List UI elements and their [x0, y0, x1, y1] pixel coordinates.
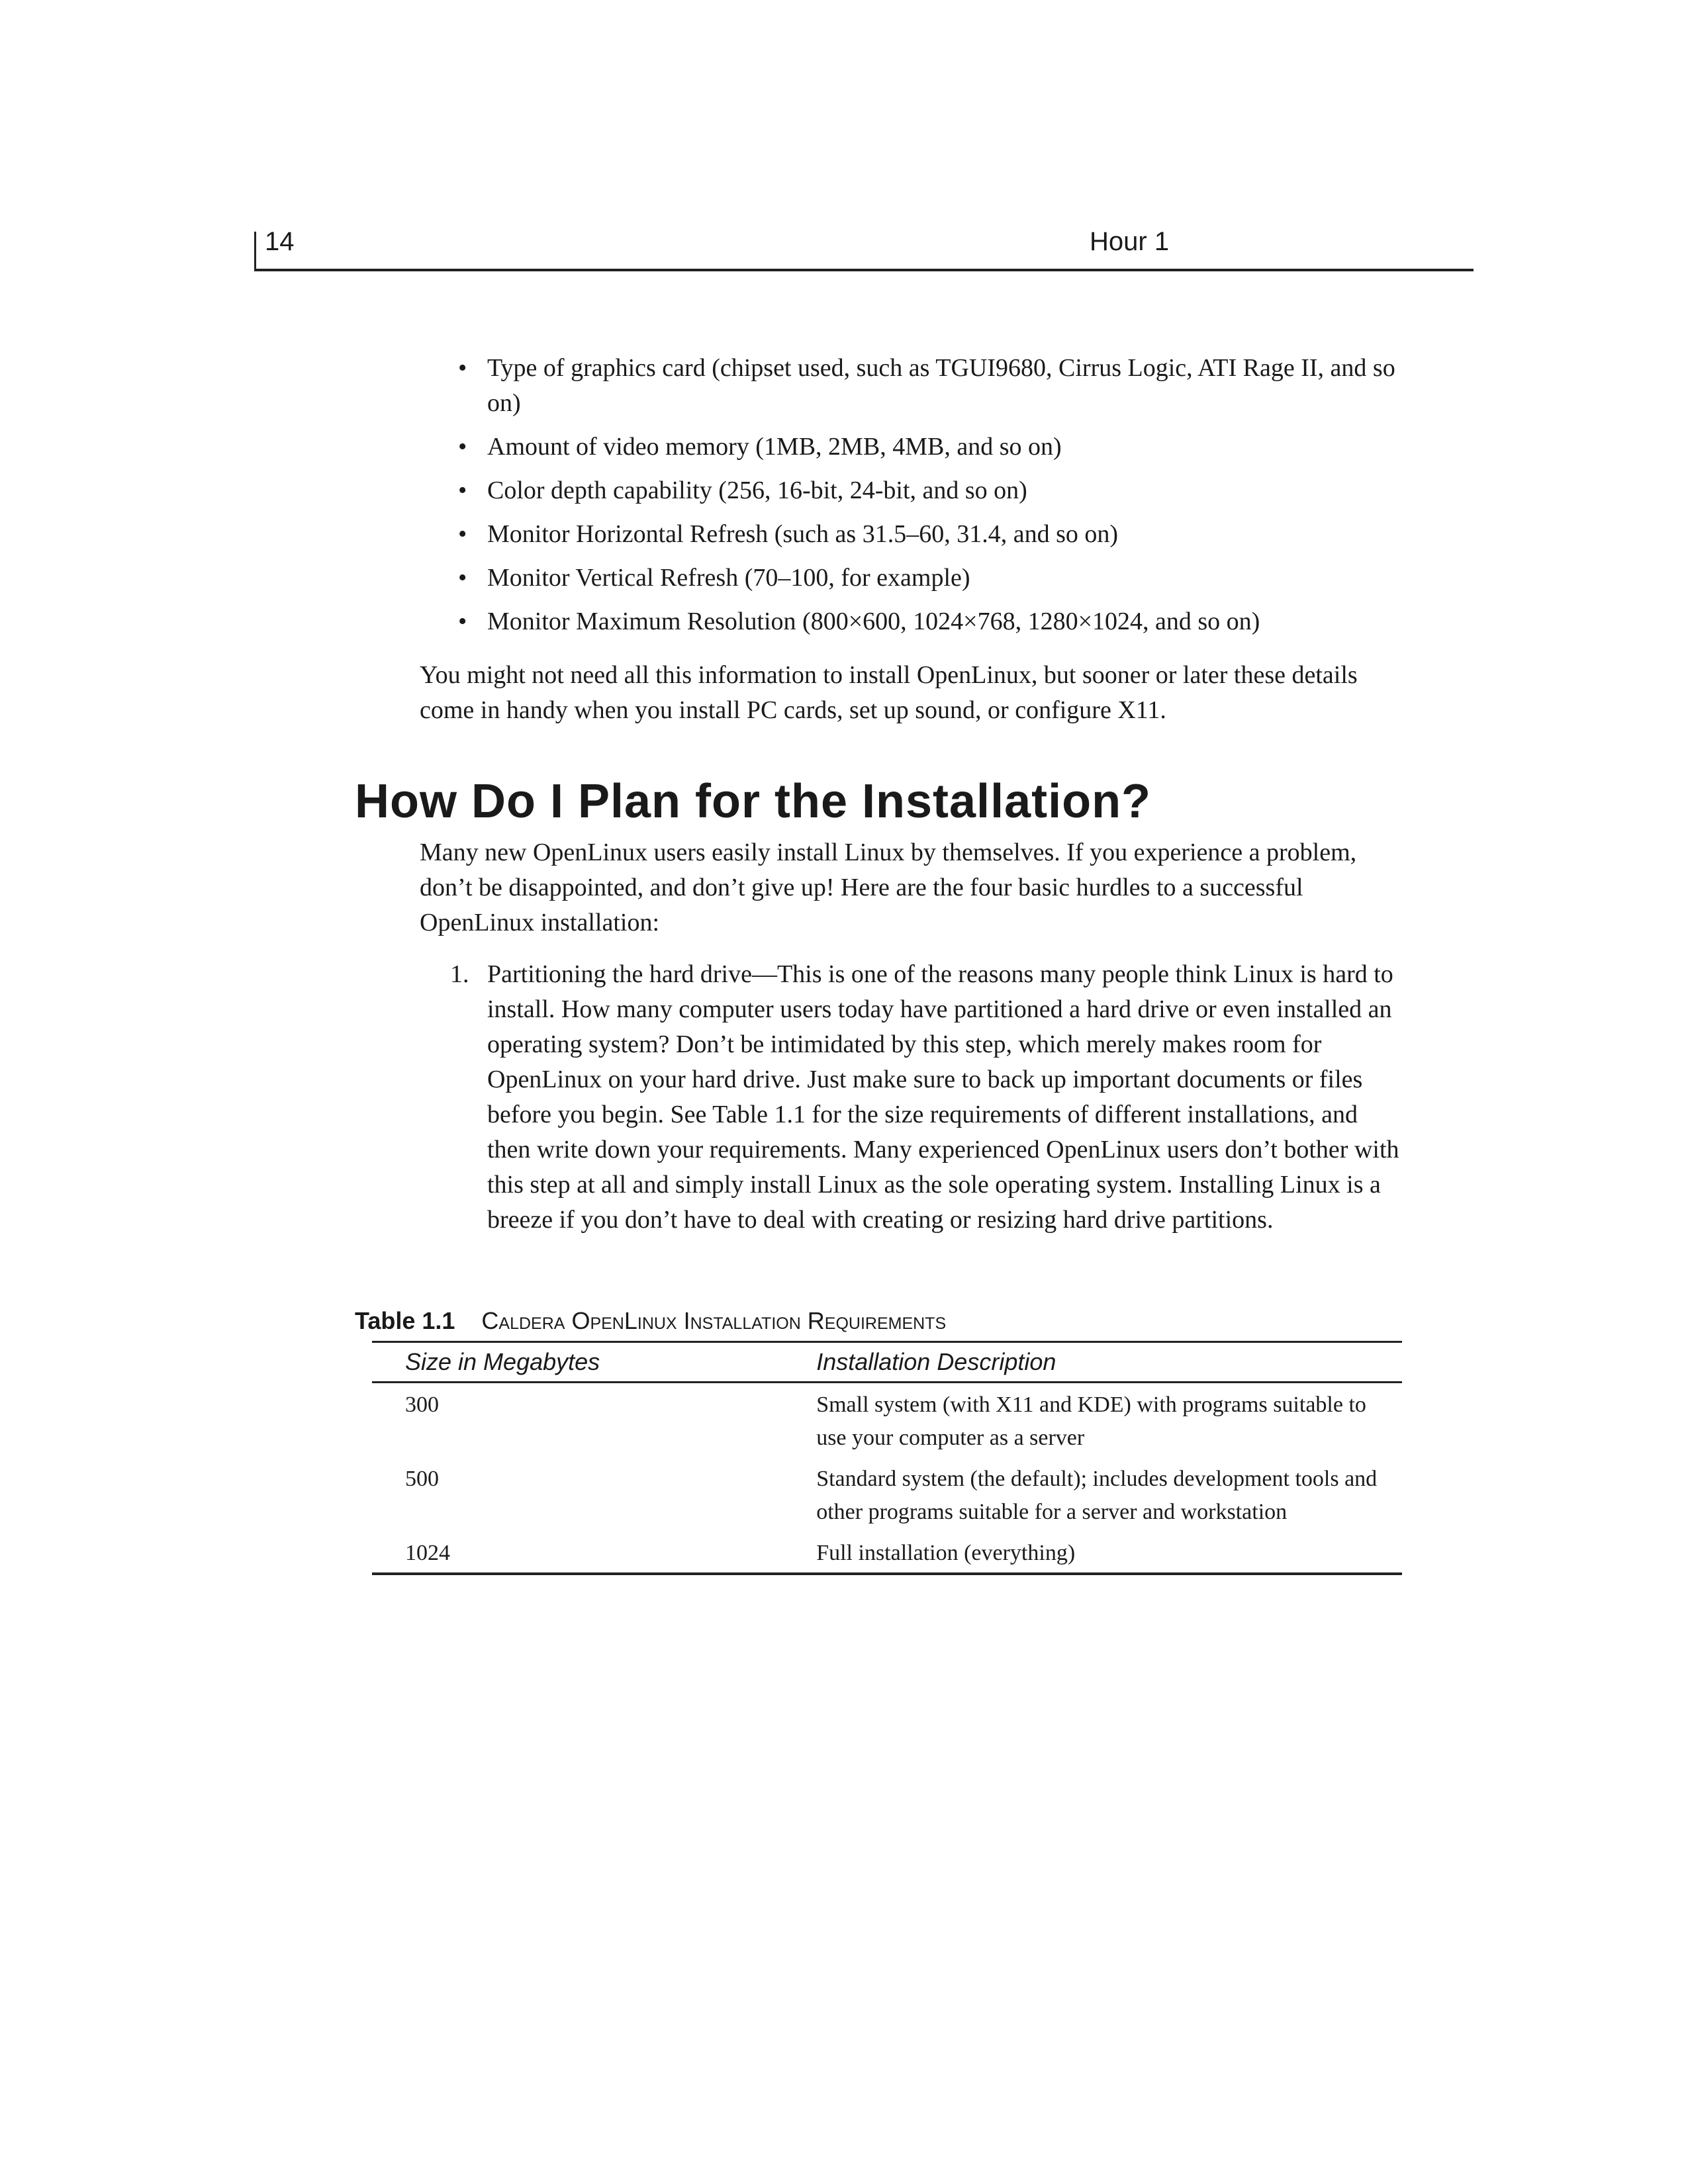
table-header-row — [372, 1342, 1402, 1383]
table-label: Table 1.1 — [355, 1307, 455, 1334]
table-row — [372, 1457, 1402, 1531]
description-cell: Full installation (everything) — [816, 1541, 1076, 1565]
header-tick-mark — [254, 232, 256, 269]
column-header: Size in Megabytes — [405, 1348, 600, 1375]
hardware-info-list — [450, 351, 1423, 648]
list-item: • Amount of video memory (1MB, 2MB, 4MB, and so on) — [450, 430, 1423, 465]
list-item: • Monitor Horizontal Refresh (such as 31.5–60, 31.4, and so on) — [450, 517, 1423, 552]
column-header: Installation Description — [816, 1348, 1056, 1375]
list-item-number: 1. — [450, 960, 469, 988]
numbered-list-item — [450, 957, 1403, 1238]
requirements-table — [372, 1341, 1402, 1575]
table-caption — [355, 1306, 946, 1336]
body-paragraph: Many new OpenLinux users easily install Linux by themselves. If you experience a problem, don’t be disappointed, and don’t give up! Here are the four basic hurdles to a successful OpenLinux installation: — [420, 839, 1357, 936]
size-cell: 300 — [405, 1392, 439, 1417]
list-item: • Color depth capability (256, 16-bit, 24-bit, and so on) — [450, 473, 1423, 508]
list-item-text: Partitioning the hard drive—This is one of the reasons many people think Linux is hard to install. How many computer users today have partitioned a hard drive or even installed an operating system? Don’t be intimidated by this step, which merely makes room for OpenLinux on your hard drive. Just make sure to back up important documents or files before you begin. See Table 1.1 for the size requirements of different installations, and then write down your requirements. Many experienced OpenLinux users don’t bother with this step at all and simply install Linux as the sole operating system. Installing Linux is a breeze if you don’t have to deal with creating or resizing hard drive partitions. — [487, 960, 1399, 1234]
table-row — [372, 1531, 1402, 1574]
description-cell: Small system (with X11 and KDE) with programs suitable to use your computer as a server — [816, 1392, 1366, 1450]
list-item: • Type of graphics card (chipset used, such as TGUI9680, Cirrus Logic, ATI Rage II, and so on) — [450, 351, 1423, 421]
body-paragraph: You might not need all this information to install OpenLinux, but sooner or later these details come in handy when you install PC cards, set up sound, or configure X11. — [420, 661, 1358, 724]
size-cell: 500 — [405, 1467, 439, 1491]
list-item: • Monitor Vertical Refresh (70–100, for example) — [450, 561, 1423, 596]
page-number: 14 — [265, 227, 295, 256]
list-item: • Monitor Maximum Resolution (800×600, 1024×768, 1280×1024, and so on) — [450, 604, 1423, 639]
hurdles-list — [450, 957, 1403, 1238]
table-title: Caldera OpenLinux Installation Requirements — [481, 1307, 947, 1334]
section-heading: How Do I Plan for the Installation? — [355, 775, 1152, 828]
description-cell: Standard system (the default); includes development tools and other programs suitable for a server and workstation — [816, 1467, 1378, 1524]
running-title: Hour 1 — [1090, 227, 1170, 256]
table-row — [372, 1383, 1402, 1458]
size-cell: 1024 — [405, 1541, 450, 1565]
page-header — [254, 222, 1474, 271]
